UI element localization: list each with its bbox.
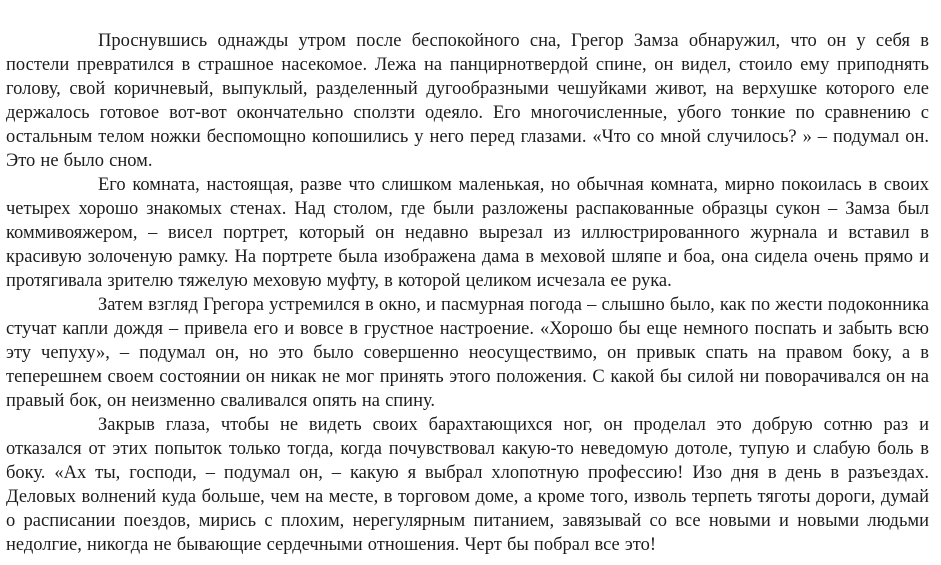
paragraph-3: Затем взгляд Грегора устремился в окно, и пасмурная погода – слышно было, как по жести подоконника стучат капли дождя – привела его и вовсе в грустное настроение. «Хорошо бы еще немного поспать и забыть всю эту чепуху», – подумал он, но это было совершенно неосуществимо, он привык спать на правом боку, а в теперешнем своем состоянии он никак не мог принять этого положения. С какой бы силой ни поворачивался он на правый бок, он неизменно сваливался опять на спину. [6, 295, 929, 411]
paragraph-4: Закрыв глаза, чтобы не видеть своих барахтающихся ног, он проделал это добрую сотню раз и отказался от этих попыток только тогда, когда почувствовал какую-то неведомую дотоле, тупую и слабую боль в боку. «Ах ты, господи, – подумал он, – какую я выбрал хлопотную профессию! Изо дня в день в разъездах. Деловых волнений куда больше, чем на месте, в торговом доме, а кроме того, изволь терпеть тяготы дороги, думай о расписании поездов, мирись с плохим, нерегулярным питанием, завязывай со все новыми и новыми людьми недолгие, никогда не бывающие сердечными отношения. Черт бы побрал все это! [6, 415, 929, 555]
paragraph-2: Его комната, настоящая, разве что слишком маленькая, но обычная комната, мирно покоилась в своих четырех хорошо знакомых стенах. Над столом, где были разложены распакованные образцы сукон – Замза был коммивояжером, – висел портрет, который он недавно вырезал из иллюстрированного журнала и вставил в красивую золоченую рамку. На портрете была изображена дама в меховой шляпе и боа, она сидела очень прямо и протягивала зрителю тяжелую меховую муфту, в которой целиком исчезала ее рука. [6, 175, 929, 291]
paragraph-1: Проснувшись однажды утром после беспокойного сна, Грегор Замза обнаружил, что он у себя в постели превратился в страшное насекомое. Лежа на панцирнотвердой спине, он видел, стоило ему приподнять голову, свой коричневый, выпуклый, разделенный дугообразными чешуйками живот, на верхушке которого еле держалось готовое вот-вот окончательно сползти одеяло. Его многочисленные, убого тонкие по сравнению с остальным телом ножки беспомощно копошились у него перед глазами. «Что со мной случилось? » – подумал он. Это не было сном. [6, 31, 929, 171]
